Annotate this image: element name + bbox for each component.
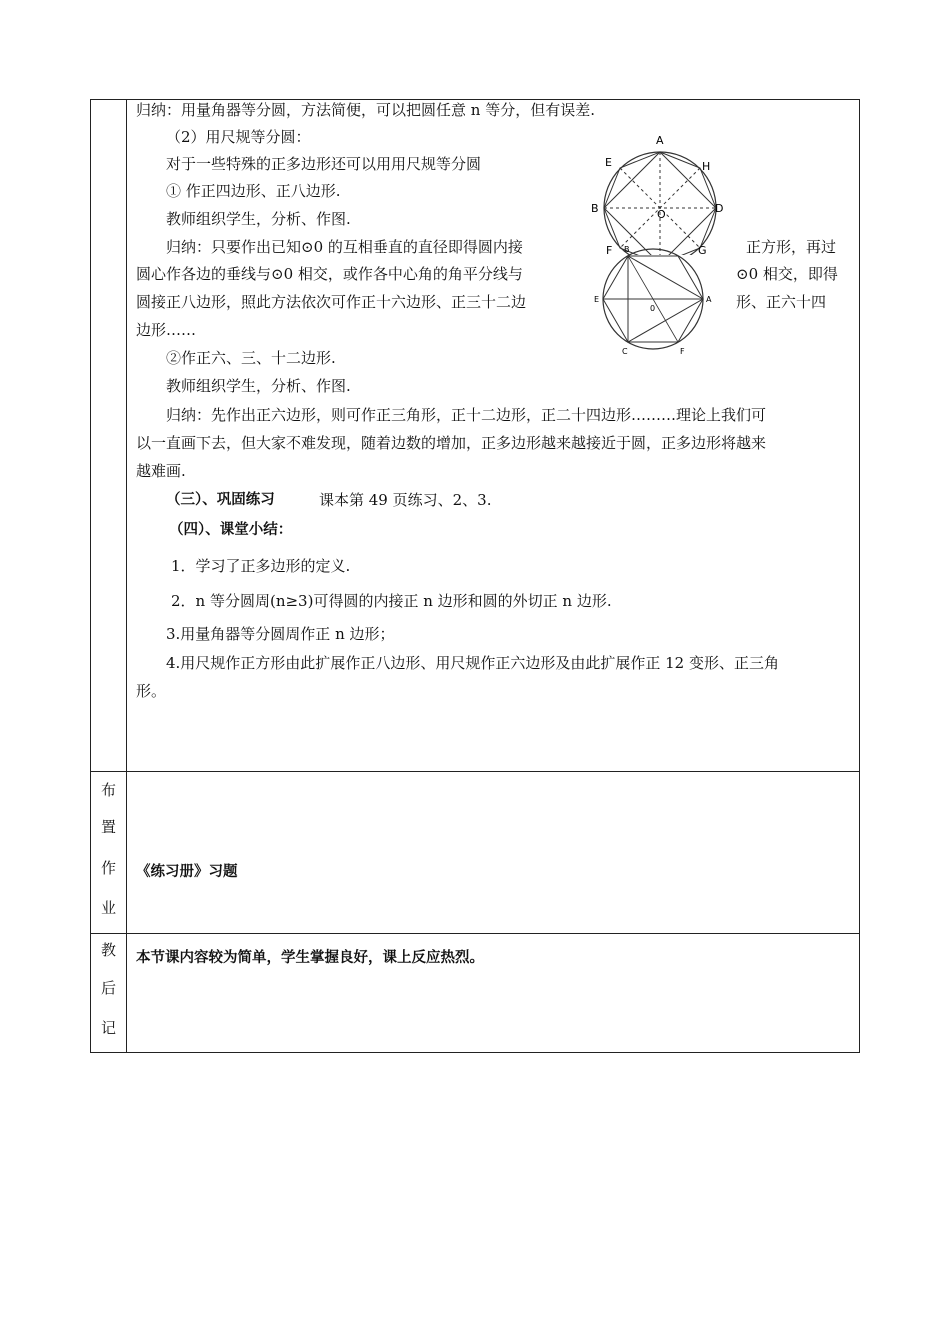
practice-text: 课本第 49 页练习、2、3. [319,491,492,509]
homework-label-char: 布 [100,781,116,799]
text-line-right: ⊙0 相交，即得 [736,265,838,283]
vertex-label: B [624,245,630,254]
item-hexagon: ②作正六、三、十二边形. [166,349,336,367]
reflection-text: 本节课内容较为简单，学生掌握良好，课上反应热烈。 [136,950,484,966]
reflection-label-char: 后 [100,979,116,997]
homework-text: 《练习册》习题 [136,864,238,880]
row-divider-reflection [91,933,859,934]
summary-item: 3.用量角器等分圆周作正 n 边形； [166,625,395,643]
text-line: 以一直画下去，但大家不难发现，随着边数的增加，正多边形越来越接近于圆，正多边形将越来 [136,434,767,452]
vertex-label: C [622,347,628,356]
text-line: 圆心作各边的垂线与⊙0 相交，或作各中心角的角平分线与 [136,265,523,283]
vertex-label: B [591,202,599,215]
column-divider [126,100,127,1052]
item-square-octagon: ① 作正四边形、正八边形. [166,182,341,200]
center-label: O [657,208,666,221]
row-divider-homework [91,771,859,772]
text-line: 对于一些特殊的正多边形还可以用用尺规等分圆 [166,155,482,173]
vertex-label: H [702,160,711,173]
section-heading-compass: （2）用尺规等分圆： [166,128,311,146]
vertex-label: E [605,156,612,169]
text-line: 教师组织学生，分析、作图. [166,377,351,395]
summary-item: 2．n 等分圆周(n≥3)可得圆的内接正 n 边形和圆的外切正 n 边形. [171,592,612,610]
text-line-right: 形、正六十四 [736,293,827,311]
homework-label-char: 作 [100,859,116,877]
octagon-figure [585,130,725,255]
hexagon-figure [590,240,720,365]
summary-line-protractor: 归纳：用量角器等分圆，方法简便，可以把圆任意 n 等分，但有误差. [136,101,595,119]
text-line: 圆接正八边形，照此方法依次可作正十六边形、正三十二边 [136,293,527,311]
reflection-label-char: 记 [100,1019,116,1037]
lesson-table [90,99,860,1053]
vertex-label: F [680,347,685,356]
reflection-label-char: 教 [100,941,116,959]
vertex-label: A [706,295,712,304]
text-line: 越难画. [136,462,186,480]
homework-label-char: 业 [100,899,116,917]
practice-heading: （三）、巩固练习 [166,492,275,508]
summary-item: 形。 [136,682,167,700]
homework-label-char: 置 [100,818,116,836]
text-line: 教师组织学生，分析、作图. [166,210,351,228]
text-line: 归纳：先作出正六边形，则可作正三角形，正十二边形，正二十四边形………理论上我们可 [166,406,767,424]
vertex-label: E [594,295,600,304]
summary-item: 1．学习了正多边形的定义. [171,557,351,575]
text-line: 归纳：只要作出已知⊙0 的互相垂直的直径即得圆内接 [166,238,523,256]
summary-item: 4.用尺规作正方形由此扩展作正八边形、用尺规作正六边形及由此扩展作正 12 变形、正三角 [166,654,779,672]
text-line-right: 正方形，再过 [746,238,837,256]
vertex-label: A [656,134,664,147]
text-line: 边形…… [136,321,197,339]
vertex-label: D [715,202,724,215]
summary-heading: （四）、课堂小结： [169,522,293,538]
vertex-label: G [698,244,707,255]
vertex-label: F [606,244,613,255]
center-label: 0 [650,304,656,313]
